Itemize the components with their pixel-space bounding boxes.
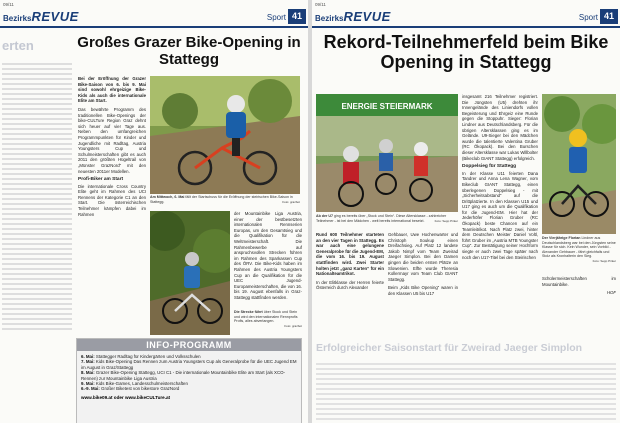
- left-photo-trail: [150, 211, 230, 335]
- left-brand: [3, 9, 79, 24]
- left-col1-p2: Die internationale Cross Country Elite geht im Rahmen des UCI Rennens der Kategorie C1 an den Start. Die österreichischen Teilnehmer kämpfen dabei im Rahmen: [78, 183, 146, 217]
- right-photo2-caption-text: Lindner aus Deutschlandsberg war bei den Jüngsten seine Klasse für sich. Kein Wunder, sein Vorbild - Alexander Gehbauer - fährt gleichfalls und Stolz als Kronhalterin den Sieg.: [542, 236, 616, 258]
- left-lead: Bei der Eröffnung der Grazer Bike-Saison von 6. bis 9. Mai sind sowohl ehrgeizige Bike-Kids als auch die internationale Elite am Start.: [78, 76, 146, 104]
- left-ghost-heading: erten: [2, 38, 34, 53]
- left-col1-p1: Das bewährte Programm des traditionellen Bike-Openings der bike-CULTure Region Graz dehnt sich heuer auf vier Tage aus. Neben den umfangreichen Programmpunkten für Kinder und Jugendliche mit Radltag, Austria Youngsters Cup und Schulmeisterschaften gibt es auch 2011 den größten Hügeltrail von „Münster GrazNord“ mit den neuesten 2011er Modellen.: [78, 106, 146, 174]
- right-page-number: 41: [600, 9, 618, 24]
- right-col3-p1: insgesamt 216 Teilnehmer registriert. Die Jüngsten (U5) drehten ihr Innengelände des Liniendorfs vollen Begeisterung und Ehrgeiz eine Runde gegen die Stoppuhr. Sieger: Florian Lindner aus Deutschlandsberg. Für die übrigen Altersklassen ging es im Gelände. U9-Sieger bei den Mädchen wurde die talentierte Valentina Gruber (RC Ökopack). Bei den Burschen dieser Altersklasse war Lukas Willbolter (Bikeclub GIANT Stattegg) erfolgreich.: [462, 94, 538, 161]
- info-item-day: 9. Mai:: [81, 381, 95, 387]
- right-col3-subhead: Doppelsieg für Stattegg: [462, 164, 517, 170]
- info-item-day: 7. Mai:: [81, 359, 95, 365]
- right-col4-sig: HOF: [606, 290, 616, 296]
- left-photo1-caption-text: fällt der Startschuss für die Eröffnung der steirischen Bike-Saison in Stattegg.: [150, 195, 293, 204]
- right-page: [312, 0, 620, 423]
- right-photo1-caption: [316, 214, 458, 223]
- right-article-col2: [388, 232, 458, 336]
- left-page-number: 41: [288, 9, 306, 24]
- info-item-day: 8. Mai:: [81, 370, 95, 376]
- left-photo1-caption: [150, 195, 300, 204]
- info-item-text: Stattegger Radltag für Kindergärten und Volksschulen: [95, 354, 201, 359]
- left-col1-subhead: Profi-Biker am Start: [78, 177, 124, 183]
- left-brand-big: REVUE: [31, 9, 79, 24]
- info-item-day: 6. Mai:: [81, 354, 95, 359]
- right-ghost-column: [316, 360, 616, 420]
- left-photo-rider: [150, 76, 300, 194]
- info-programm-title: INFO-PROGRAMM: [77, 339, 301, 351]
- right-brand: [315, 9, 391, 24]
- child-rider-illustration: [542, 94, 616, 234]
- right-photo1-credit: Foto: Sepp Pirker: [434, 218, 458, 223]
- left-date: 09/11: [3, 2, 14, 7]
- right-photo2-credit: Foto: Sepp Pirker: [592, 258, 616, 263]
- right-brand-small: Bezirks: [315, 14, 344, 23]
- left-ghost-column: [2, 60, 72, 330]
- left-article-col1: [78, 76, 146, 328]
- info-item-text: Grazer Bike-Opening Stattegg, UCI C1 - Die internationale Mountainbike Elite am Start (als XCO-Rennen) zur Mountainbike Liga Austria: [81, 370, 286, 381]
- right-section-label: Sport: [578, 13, 598, 22]
- info-item: [81, 370, 297, 381]
- info-url: www.bike09.at oder www.bikeCULTure.at: [81, 394, 171, 400]
- right-article-col4: [542, 276, 616, 306]
- right-col2-p1: Gehbauer, Uwe Hochenwarter und Christoph Soukup einen Dreifachsieg. Auf Platz 12 landete Jakob Nimpf vom Team Zweirad Jaeger Simplon. Bei den Damen gingen die beiden ersten Plätze an Slowenien. Elfte wurde Theresia Kollermayr vom Team Club GIANT Stattegg.: [388, 232, 458, 282]
- trail-rider-illustration: [150, 211, 230, 335]
- info-item-text: Großer Biketest von bikestore GrazNord: [101, 386, 180, 392]
- info-item-text: Kids Bike-Games, Landesschulmeisterschaften: [95, 381, 188, 387]
- right-article-col1: [316, 232, 384, 336]
- left-section-label: Sport: [266, 13, 286, 22]
- left-header: [0, 8, 308, 28]
- right-photo-child: [542, 94, 616, 234]
- left-page: [0, 0, 308, 423]
- right-article-col3: [462, 94, 538, 336]
- right-col4-end: Schülermeisterschaften im Mountainbike.: [542, 276, 616, 287]
- info-item-day: 6.-9. Mai:: [81, 386, 100, 392]
- left-brand-small: Bezirks: [3, 14, 32, 23]
- left-article-col2: [234, 211, 302, 307]
- right-photo2-caption: [542, 236, 616, 263]
- right-photo2-caption-bold: Der Vierjährige Florian: [542, 236, 581, 240]
- left-photo1-caption-bold: Am Mittwoch, 6. Mai: [150, 195, 185, 199]
- right-col2-p2: Beim „Kids Bike Opening“ waren in den Klassen U5 bis U17: [388, 285, 458, 296]
- right-photo1-caption-bold: Ab der U7: [316, 214, 333, 218]
- right-photo-start: [316, 94, 458, 212]
- race-start-illustration: [316, 94, 458, 212]
- right-ghost-heading: Erfolgreicher Saisonstart für Zweirad Jaeger Simplon: [316, 342, 583, 354]
- left-headline: Großes Grazer Bike-Opening in Stattegg: [77, 34, 301, 68]
- rider-illustration: [150, 76, 300, 194]
- info-item: [81, 386, 297, 391]
- right-col1-lead: Rund 600 Teilnehmer starteten an den vier Tagen in Stattegg. Es war auch eine gelungene Generalprobe für die Jugend-EM, die vom 16. bis 19. August stattfinden wird. Zwei Starter holten jetzt „ganz Karten“ für ein Nationalteamtrikot.: [316, 232, 384, 277]
- left-photo2-credit: Foto: grazbot: [284, 323, 302, 328]
- right-col3-p2: In der Klasse U11 feierten Dana Tandrer und Anna Lena Wagner, vom Bikeclub GIANT Stattegg, einen überlegenen Doppelsieg - mit „Sicherheitsabstand“ auf die Drittplatzierte. In den Klassen U15 und U17 ging es auch um die Qualifikation für die Jugend-EM. Hier hat der Jederhöfer Florian Gruber (RC Ökopack) beste Chancen auf ein Teamleitrikot. Nach Platz zwei, hinter dem Deutschen Meister Daniel Voltl, führt Gruber im „Austria MTB Youngster Cup“. Zur Bestätigung seiner Hochform siegte er auch zwei Tage später nach noch den U17-Titel bei den Steirischen: [462, 170, 538, 260]
- left-photo2-caption-text: über Stock und Stein und wird den internationalen Rennprofis Profis, alles abverlangen.: [234, 310, 298, 323]
- right-date: 09/11: [315, 2, 326, 7]
- right-brand-big: REVUE: [343, 9, 391, 24]
- info-item-text: Kids Bike-Opening Das Rennen zum Austria Youngsters Cup als Generalprobe für die UEC Jugend EM im August in Graz/Stattegg: [81, 359, 297, 370]
- left-photo1-credit: Foto: grazbot: [282, 199, 300, 204]
- left-photo2-caption: [234, 310, 302, 328]
- left-col2-p1: der Mountainbike Liga Austria, einer der bestbesetzten internationalen Rennserien Europas, um den Gesamtsieg und die Qualifikation für die Weltmeisterschaft. Die Rahmenbewerbe auf anspruchsvollen Strecken führen im Rahmen des Sparkassen Cup des ÖRV. Die Bike-Kids haben im Rahmen des Austria Youngsters Cup an die Qualifikation für die UEC Jugend-Europameisterschaften, die von 16. bis 19. August ebenfalls in Graz-Stattegg stattfinden werden.: [234, 211, 302, 300]
- banner-text: ENERGIE STEIERMARK: [341, 102, 433, 111]
- info-programm-list: [81, 354, 297, 392]
- right-headline: Rekord-Teilnehmerfeld beim Bike Opening in Stattegg: [323, 32, 609, 72]
- left-photo2-caption-bold: Die Strecke führt: [234, 310, 263, 314]
- info-programm-box: [76, 338, 302, 423]
- right-photo1-caption-text: ging es bereits über „Stock und Stein“. Diese Altersklasse - zahlreicher Teilnehmer - ist bei den Mädchen - weit bereits international besetzt.: [316, 214, 447, 223]
- right-header: [312, 8, 620, 28]
- info-item: [81, 359, 297, 370]
- right-col1-p2: In der Elitklasse der Herren feierte Österreich durch Alexander: [316, 279, 384, 291]
